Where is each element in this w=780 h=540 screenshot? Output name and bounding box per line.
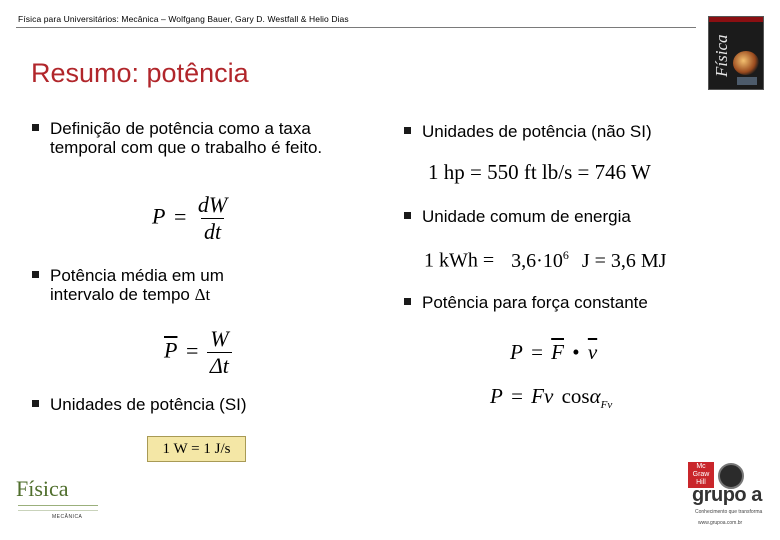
book-logo-subtitle: MECÂNICA <box>52 514 83 520</box>
cos-function: cos <box>561 384 590 408</box>
bullet-non-si-units: Unidades de potência (não SI) <box>422 122 652 141</box>
average-power-text: Potência média em um intervalo de tempo <box>50 266 224 304</box>
bullet-icon <box>32 124 39 131</box>
cover-title: Física <box>712 34 731 77</box>
eq-denominator: Δt <box>207 352 232 379</box>
eq-equals: = <box>511 384 523 408</box>
force-vector: $\overline{F}$ <box>551 340 564 364</box>
alpha-symbol: α <box>589 384 601 408</box>
grupo-a-logo: grupo a <box>692 484 762 506</box>
eq-equals: = <box>531 340 543 364</box>
dot-operator: • <box>572 340 580 364</box>
equation-dot-product <box>510 340 597 365</box>
bullet-icon <box>404 127 411 134</box>
equation-kilowatt-hour <box>424 248 666 273</box>
eq-denominator: dt <box>201 218 224 245</box>
eq-lhs-bar: $\overline{P}$ <box>164 337 178 363</box>
bullet-icon <box>404 298 411 305</box>
delta-t-symbol: Δt <box>194 285 211 304</box>
equation-cosine <box>490 384 612 411</box>
header-divider <box>16 27 696 28</box>
bullet-icon <box>404 212 411 219</box>
eq-lhs: P <box>490 384 503 408</box>
si-units-box: 1 W = 1 J/s <box>147 436 246 462</box>
bullet-constant-force-power: Potência para força constante <box>422 293 648 312</box>
eq-equals: = <box>185 337 199 363</box>
kwh-exponent: 6 <box>562 248 569 262</box>
bullet-icon <box>32 271 39 278</box>
alpha-subscript: Fv <box>600 399 613 412</box>
bullet-average-power <box>50 266 290 304</box>
mcgraw-hill-text: Mc Graw Hill <box>692 463 710 486</box>
bullet-common-energy-unit: Unidade comum de energia <box>422 207 631 226</box>
equation-horsepower: 1 hp = 550 ft lb/s = 746 W <box>428 160 651 184</box>
bullet-si-units: Unidades de potência (SI) <box>50 395 247 414</box>
eq-numerator: dW <box>197 192 228 217</box>
velocity-vector: $\overline{v}$ <box>587 340 598 364</box>
book-logo <box>16 478 100 526</box>
eq-fraction <box>207 326 232 379</box>
equation-instant-power <box>152 192 230 245</box>
force-velocity: Fv <box>531 384 554 408</box>
eq-fraction <box>195 192 230 245</box>
grupo-a-url: www.grupoa.com.br <box>698 520 743 526</box>
bullet-icon <box>32 400 39 407</box>
eq-lhs: P <box>510 340 523 364</box>
kwh-mantissa: 3,6·10 <box>511 249 563 272</box>
book-logo-title: Física <box>16 476 69 501</box>
slide-title: Resumo: potência <box>31 58 249 88</box>
equation-average-power <box>164 326 232 379</box>
grupo-a-tagline: Conhecimento que transforma <box>695 509 763 515</box>
eq-lhs: P <box>152 203 166 229</box>
book-cover-image <box>708 16 764 90</box>
eq-equals: = <box>173 203 187 229</box>
kwh-lhs: 1 kWh = <box>424 249 495 272</box>
eq-numerator: W <box>210 326 229 351</box>
bullet-power-definition: Definição de potência como a taxa temporal com que o trabalho é feito. <box>50 119 323 157</box>
kwh-rhs: J = 3,6 MJ <box>581 249 667 272</box>
book-header: Física para Universitários: Mecânica – Wolfgang Bauer, Gary D. Westfall & Helio Dias <box>18 14 349 24</box>
